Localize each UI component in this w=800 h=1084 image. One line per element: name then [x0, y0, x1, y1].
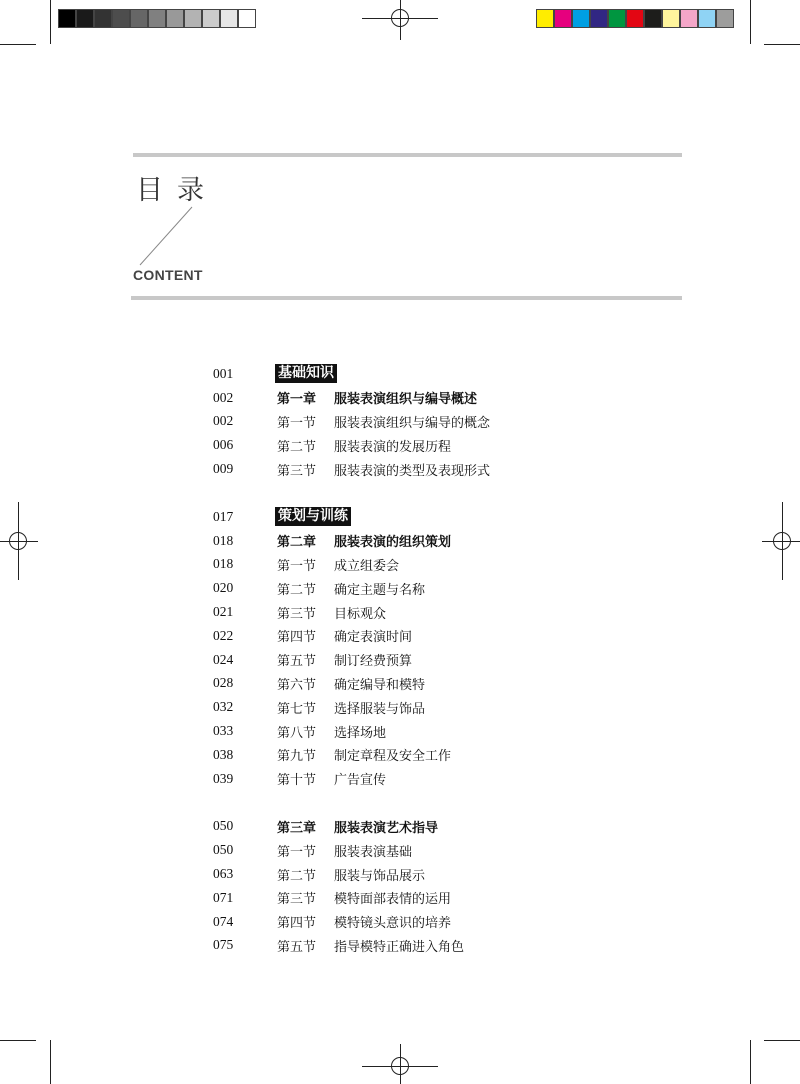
crop-mark — [764, 44, 800, 45]
color-swatch — [130, 9, 148, 28]
toc-section-row[interactable] — [213, 695, 573, 719]
page-number: 063 — [213, 866, 234, 882]
color-swatch — [608, 9, 626, 28]
section-title: 服装表演的发展历程 — [334, 439, 452, 455]
toc-section-row[interactable] — [213, 886, 573, 910]
color-swatch — [680, 9, 698, 28]
page-number: 006 — [213, 437, 234, 453]
section-title: 选择场地 — [334, 725, 387, 741]
section-title: 制订经费预算 — [334, 654, 413, 670]
part-title: 策划与训练 — [275, 507, 351, 526]
page-number: 022 — [213, 627, 234, 643]
toc-section-row[interactable] — [213, 600, 573, 624]
section-label: 第一节 — [277, 415, 317, 431]
section-label: 第十节 — [277, 773, 317, 789]
section-label: 第七节 — [277, 701, 317, 717]
table-of-contents — [213, 362, 573, 981]
toc-section-row[interactable] — [213, 457, 573, 481]
chapter-title: 服装表演组织与编导概述 — [334, 392, 478, 408]
toc-chapter-row[interactable] — [213, 529, 573, 553]
page-subtitle: CONTENT — [133, 267, 203, 283]
section-title: 确定编导和模特 — [334, 677, 426, 693]
page-number: 018 — [213, 556, 234, 572]
section-label: 第二节 — [277, 439, 317, 455]
chapter-title: 服装表演艺术指导 — [334, 820, 439, 836]
crop-mark — [0, 44, 36, 45]
section-label: 第二节 — [277, 582, 317, 598]
page-number: 024 — [213, 651, 234, 667]
color-swatch — [572, 9, 590, 28]
page-number: 021 — [213, 604, 234, 620]
toc-group — [213, 362, 573, 481]
section-title: 成立组委会 — [334, 558, 400, 574]
page-number: 033 — [213, 723, 234, 739]
section-label: 第八节 — [277, 725, 317, 741]
section-label: 第一节 — [277, 844, 317, 860]
page-title: 目录 — [136, 175, 218, 206]
color-swatch — [166, 9, 184, 28]
color-swatch — [716, 9, 734, 28]
section-title: 服装表演组织与编导的概念 — [334, 415, 491, 431]
chapter-title: 服装表演的组织策划 — [334, 535, 452, 551]
toc-section-row[interactable] — [213, 672, 573, 696]
toc-section-row[interactable] — [213, 410, 573, 434]
crop-mark — [50, 1040, 51, 1084]
toc-section-row[interactable] — [213, 838, 573, 862]
color-swatch-strip — [536, 9, 734, 28]
section-label: 第三节 — [277, 463, 317, 479]
crop-mark — [50, 0, 51, 44]
toc-section-row[interactable] — [213, 719, 573, 743]
toc-part-row[interactable] — [213, 505, 573, 529]
page-number: 028 — [213, 675, 234, 691]
top-rule — [133, 153, 682, 157]
color-swatch — [76, 9, 94, 28]
toc-section-row[interactable] — [213, 624, 573, 648]
part-title: 基础知识 — [275, 364, 337, 383]
color-swatch — [536, 9, 554, 28]
section-title: 制定章程及安全工作 — [334, 749, 452, 765]
toc-chapter-row[interactable] — [213, 386, 573, 410]
registration-crosshair — [400, 1044, 401, 1084]
section-title: 选择服装与饰品 — [334, 701, 426, 717]
toc-section-row[interactable] — [213, 576, 573, 600]
toc-section-row[interactable] — [213, 743, 573, 767]
section-title: 模特面部表情的运用 — [334, 892, 452, 908]
crop-mark — [750, 1040, 751, 1084]
color-swatch — [238, 9, 256, 28]
toc-group — [213, 815, 573, 958]
section-title: 确定主题与名称 — [334, 582, 426, 598]
section-title: 模特镜头意识的培养 — [334, 916, 452, 932]
section-title: 服装表演的类型及表现形式 — [334, 463, 491, 479]
color-swatch — [626, 9, 644, 28]
page-number: 074 — [213, 913, 234, 929]
crop-mark — [0, 1040, 36, 1041]
page-number: 009 — [213, 461, 234, 477]
color-swatch — [112, 9, 130, 28]
registration-crosshair — [762, 541, 800, 542]
color-swatch — [662, 9, 680, 28]
section-label: 第四节 — [277, 630, 317, 646]
color-swatch — [644, 9, 662, 28]
chapter-label: 第二章 — [277, 535, 317, 551]
registration-crosshair — [400, 0, 401, 40]
toc-section-row[interactable] — [213, 910, 573, 934]
section-label: 第六节 — [277, 677, 317, 693]
crop-mark — [764, 1040, 800, 1041]
section-title: 广告宣传 — [334, 773, 387, 789]
page-number: 018 — [213, 532, 234, 548]
color-swatch — [220, 9, 238, 28]
chapter-label: 第一章 — [277, 392, 317, 408]
color-swatch — [590, 9, 608, 28]
toc-section-row[interactable] — [213, 433, 573, 457]
section-label: 第五节 — [277, 939, 317, 955]
page-number: 038 — [213, 746, 234, 762]
registration-crosshair — [782, 502, 783, 580]
page-number: 002 — [213, 389, 234, 405]
color-swatch — [94, 9, 112, 28]
grayscale-swatch-strip — [58, 9, 256, 28]
section-label: 第五节 — [277, 654, 317, 670]
color-swatch — [58, 9, 76, 28]
color-swatch — [698, 9, 716, 28]
color-swatch — [554, 9, 572, 28]
page-number: 039 — [213, 770, 234, 786]
toc-section-row[interactable] — [213, 648, 573, 672]
diagonal-slash — [138, 205, 194, 267]
crop-mark — [750, 0, 751, 44]
section-label: 第一节 — [277, 558, 317, 574]
toc-group — [213, 505, 573, 791]
color-swatch — [184, 9, 202, 28]
chapter-label: 第三章 — [277, 820, 317, 836]
page-number: 002 — [213, 413, 234, 429]
page-number: 001 — [213, 365, 234, 381]
page-number: 017 — [213, 508, 234, 524]
page-number: 050 — [213, 818, 234, 834]
toc-section-row[interactable] — [213, 934, 573, 958]
registration-crosshair — [0, 541, 38, 542]
toc-section-row[interactable] — [213, 862, 573, 886]
section-label: 第四节 — [277, 916, 317, 932]
page-number: 032 — [213, 699, 234, 715]
toc-part-row[interactable] — [213, 362, 573, 386]
page-number: 050 — [213, 842, 234, 858]
section-title: 目标观众 — [334, 606, 387, 622]
section-label: 第三节 — [277, 606, 317, 622]
section-title: 指导模特正确进入角色 — [334, 939, 465, 955]
color-swatch — [202, 9, 220, 28]
toc-section-row[interactable] — [213, 553, 573, 577]
section-title: 确定表演时间 — [334, 630, 413, 646]
section-title: 服装与饰品展示 — [334, 868, 426, 884]
section-label: 第三节 — [277, 892, 317, 908]
section-title: 服装表演基础 — [334, 844, 413, 860]
color-swatch — [148, 9, 166, 28]
page-number: 071 — [213, 889, 234, 905]
section-label: 第二节 — [277, 868, 317, 884]
page-number: 075 — [213, 937, 234, 953]
registration-crosshair — [18, 502, 19, 580]
bottom-rule — [131, 296, 682, 300]
toc-chapter-row[interactable] — [213, 815, 573, 839]
toc-section-row[interactable] — [213, 767, 573, 791]
section-label: 第九节 — [277, 749, 317, 765]
page-number: 020 — [213, 580, 234, 596]
